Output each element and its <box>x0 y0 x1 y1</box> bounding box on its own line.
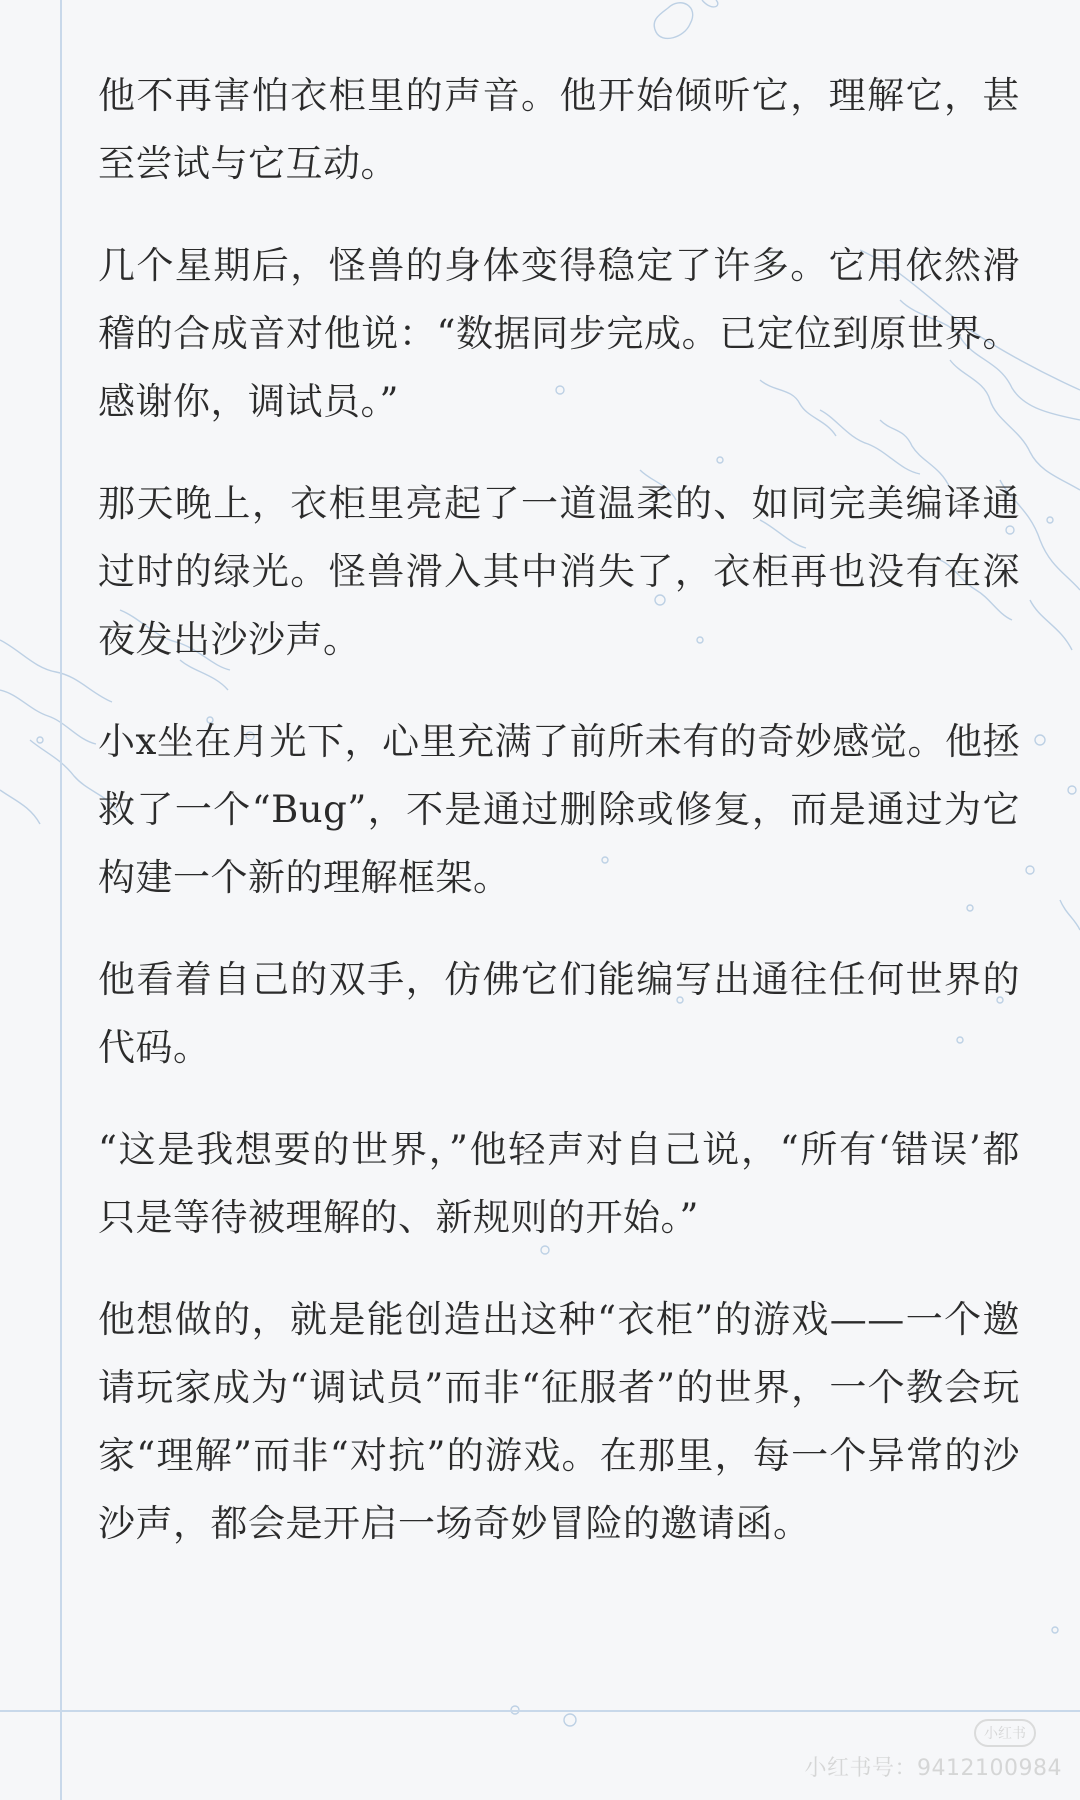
notebook-footer-rule <box>0 1710 1080 1712</box>
story-paragraph-2: 几个星期后，怪兽的身体变得稳定了许多。它用依然滑稽的合成音对他说：“数据同步完成。已定位到原世界。感谢你，调试员。” <box>98 244 1020 423</box>
story-text <box>98 62 1020 1592</box>
notebook-margin-rule <box>60 0 62 1800</box>
story-paragraph-3: 那天晚上，衣柜里亮起了一道温柔的、如同完美编译通过时的绿光。怪兽滑入其中消失了，衣柜再也没有在深夜发出沙沙声。 <box>98 482 1020 661</box>
watermark-account-id: 小红书号：9412100984 <box>804 1756 1062 1781</box>
story-paragraph-1: 他不再害怕衣柜里的声音。他开始倾听它，理解它，甚至尝试与它互动。 <box>98 74 1020 185</box>
platform-watermark <box>805 1719 1062 1782</box>
story-paragraph-6: “这是我想要的世界，”他轻声对自己说，“所有‘错误’都只是等待被理解的、新规则的开始。” <box>98 1128 1020 1239</box>
story-paragraph-5: 他看着自己的双手，仿佛它们能编写出通往任何世界的代码。 <box>98 958 1020 1069</box>
story-paragraph-4: 小x坐在月光下，心里充满了前所未有的奇妙感觉。他拯救了一个“Bug”，不是通过删除或修复，而是通过为它构建一个新的理解框架。 <box>98 720 1020 899</box>
story-paragraph-7: 他想做的，就是能创造出这种“衣柜”的游戏——一个邀请玩家成为“调试员”而非“征服者”的世界，一个教会玩家“理解”而非“对抗”的游戏。在那里，每一个异常的沙沙声，都会是开启一场奇妙冒险的邀请函。 <box>98 1298 1020 1545</box>
watermark-logo: 小红书 <box>974 1719 1036 1747</box>
